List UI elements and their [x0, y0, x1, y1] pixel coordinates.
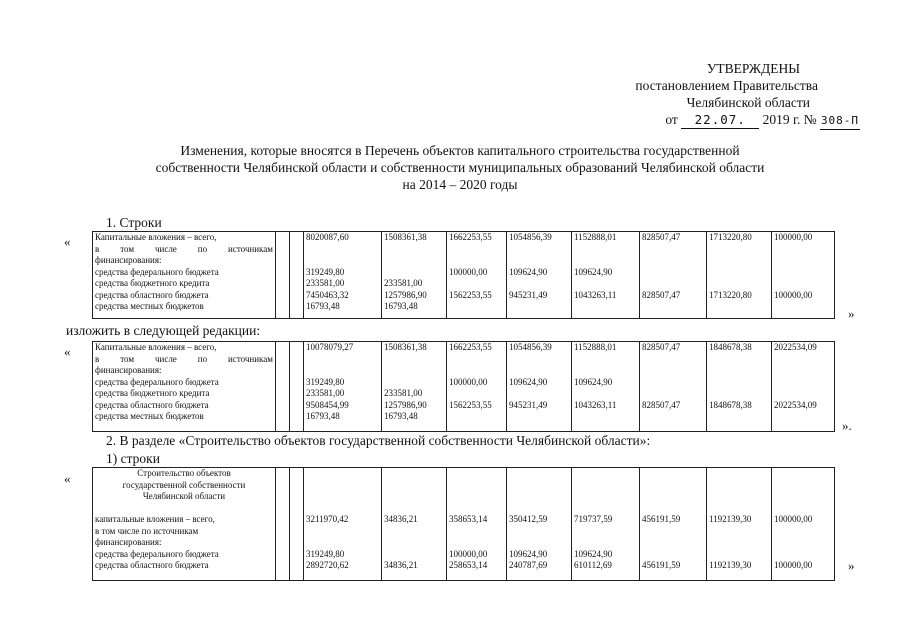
table-cell-value	[449, 537, 504, 549]
table-cell-value	[384, 365, 444, 377]
value-column	[447, 232, 507, 319]
table-cell-value: 319249,80	[306, 548, 345, 559]
approval-date-line	[560, 111, 860, 130]
table-cell-value	[384, 354, 444, 366]
table-cell-value: 358653,14	[449, 514, 488, 524]
table-cell-value: 945231,49	[509, 399, 548, 410]
value-column	[707, 342, 772, 432]
table-cell-value	[574, 468, 637, 480]
label-financing: финансирования:	[95, 365, 162, 375]
table-cell-value: 828507,47	[642, 232, 681, 242]
value-column	[640, 232, 707, 319]
table-cell-value	[449, 255, 504, 267]
table-cell-value	[509, 244, 569, 256]
empty-cell	[290, 342, 304, 432]
table-cell-value	[709, 503, 769, 515]
title-line-1: Изменения, которые вносятся в Перечень объектов капитального строительства государственной	[180, 143, 740, 158]
table-cell-value	[449, 365, 504, 377]
table-cell-value: 1662253,55	[449, 232, 492, 242]
section-2-sub: 1) строки	[106, 451, 160, 466]
table-cell-value	[774, 549, 832, 561]
value-column	[572, 342, 640, 432]
table-cell-value	[642, 491, 704, 503]
table-cell-value: 2022534,09	[774, 342, 817, 352]
open-quote-3: «	[64, 471, 71, 486]
table-cell-value: 233581,00	[306, 278, 345, 288]
table-cell-value: 1043263,11	[574, 289, 617, 300]
table-cell-value: 1562253,55	[449, 289, 492, 300]
table-cell-value	[642, 377, 704, 389]
table-cell-value	[384, 377, 444, 389]
table-cell-value	[774, 503, 832, 515]
label-including: в том числе по источникам	[95, 353, 273, 364]
label-regional: средства областного бюджета	[95, 289, 209, 300]
table-2	[92, 467, 835, 581]
table-cell-value	[384, 244, 444, 256]
table-cell-value: 34836,21	[384, 560, 418, 570]
table-cell-value: 16793,48	[384, 411, 418, 421]
table-cell-value: 945231,49	[509, 289, 548, 300]
table-cell-value	[774, 537, 832, 549]
table-cell-value	[642, 255, 704, 267]
table-cell-value	[709, 354, 769, 366]
table-cell-value	[642, 278, 704, 290]
table-cell-value	[574, 278, 637, 290]
table-cell-value	[306, 255, 379, 267]
table-cell-value: 1152888,01	[574, 342, 617, 352]
table-cell-value	[574, 255, 637, 267]
label-credit: средства бюджетного кредита	[95, 278, 210, 288]
table-cell-value	[709, 278, 769, 290]
table-cell-value: 456191,59	[642, 514, 681, 524]
value-column	[707, 468, 772, 581]
table-cell-value	[642, 388, 704, 400]
table-cell-value	[384, 526, 444, 538]
table-cell-value	[774, 365, 832, 377]
table-cell-value: 1848678,38	[709, 399, 752, 410]
empty-cell	[276, 232, 290, 319]
table-cell-value	[709, 491, 769, 503]
table-cell-value	[574, 491, 637, 503]
table-cell-value: 1257986,90	[384, 399, 427, 410]
table-cell-value	[509, 255, 569, 267]
header-line-3: Челябинской области	[142, 491, 226, 501]
table-cell-value: 100000,00	[449, 266, 488, 277]
approval-date-suffix: 2019 г. №	[762, 112, 817, 127]
table-cell-value	[384, 255, 444, 267]
table-cell-value	[509, 537, 569, 549]
table-cell-value: 828507,47	[642, 399, 681, 410]
label-total: Капитальные вложения – всего,	[95, 342, 217, 352]
table-cell-value	[449, 503, 504, 515]
table-cell-value	[709, 255, 769, 267]
table-cell-value	[774, 377, 832, 389]
approval-resolution: постановлением Правительства	[635, 78, 818, 93]
table-cell-value	[449, 468, 504, 480]
section-2-heading: 2. В разделе «Строительство объектов государственной собственности Челябинской области»:	[106, 433, 651, 448]
title-line-3: на 2014 – 2020 годы	[402, 177, 518, 192]
approval-block	[560, 60, 860, 130]
table-1-new	[92, 341, 835, 432]
value-column	[382, 342, 447, 432]
value-column	[707, 232, 772, 319]
table-cell-value	[774, 278, 832, 290]
value-column	[507, 468, 572, 581]
table-cell-value: 350412,59	[509, 514, 548, 524]
table-cell-value: 233581,00	[384, 388, 423, 398]
table-cell-value	[306, 354, 379, 366]
table-cell-value	[509, 480, 569, 492]
empty-cell	[290, 468, 304, 581]
table-cell-value	[774, 388, 832, 400]
table-cell-value: 319249,80	[306, 376, 345, 387]
table-cell-value: 100000,00	[449, 376, 488, 387]
table-cell-value	[509, 526, 569, 538]
table-cell-value: 16793,48	[306, 411, 340, 421]
table-cell-value	[574, 537, 637, 549]
table-cell-value	[642, 549, 704, 561]
table-cell-value	[574, 480, 637, 492]
section-1-heading: 1. Строки	[106, 215, 162, 230]
table-cell-value	[574, 244, 637, 256]
table-cell-value: 1257986,90	[384, 289, 427, 300]
value-column	[572, 232, 640, 319]
table-cell-value	[774, 468, 832, 480]
table-cell-value	[709, 267, 769, 279]
approval-region: Челябинской области	[686, 95, 810, 110]
table-cell-value	[384, 480, 444, 492]
table-cell-value	[509, 278, 569, 290]
table-cell-value	[509, 388, 569, 400]
value-column	[640, 468, 707, 581]
table-cell-value	[384, 468, 444, 480]
table-cell-value	[306, 537, 379, 549]
header-line-2: государственной собственности	[122, 479, 246, 490]
label-federal: средства федерального бюджета	[95, 376, 219, 387]
value-column	[382, 232, 447, 319]
table-cell-value: 109624,90	[574, 376, 613, 387]
label-regional: средства областного бюджета	[95, 399, 209, 410]
table-cell-value: 258653,14	[449, 560, 488, 570]
table-cell-value: 16793,48	[384, 301, 418, 311]
table-cell-value	[774, 526, 832, 538]
table-cell-value	[642, 354, 704, 366]
table-cell-value: 240787,69	[509, 560, 548, 570]
table-cell-value: 1562253,55	[449, 399, 492, 410]
table-cell-value	[306, 491, 379, 503]
label-total: капитальные вложения – всего,	[95, 514, 215, 524]
table-cell-value: 7450463,32	[306, 289, 349, 300]
table-cell-value: 9508454,99	[306, 399, 349, 410]
table-cell-value: 100000,00	[774, 289, 813, 300]
table-cell-value: 34836,21	[384, 514, 418, 524]
table-cell-value	[449, 480, 504, 492]
table-cell-value	[509, 491, 569, 503]
value-column	[447, 342, 507, 432]
approval-date-value: 22.07.	[681, 111, 759, 129]
table-cell-value: 1713220,80	[709, 232, 752, 242]
table-cell-value	[449, 491, 504, 503]
table-cell-value	[574, 354, 637, 366]
table-cell-value: 2892720,62	[306, 560, 349, 570]
label-financing: финансирования:	[95, 537, 162, 547]
table-cell-value	[709, 244, 769, 256]
table-cell-value	[709, 365, 769, 377]
table-cell-value: 100000,00	[774, 514, 813, 524]
label-total: Капитальные вложения – всего,	[95, 232, 217, 242]
table-cell-value	[509, 468, 569, 480]
table-1-original	[92, 231, 835, 319]
header-line-1: Строительство объектов	[137, 468, 231, 478]
table-cell-value: 100000,00	[449, 548, 488, 559]
table-cell-value: 1054856,39	[509, 342, 552, 352]
table-cell-value	[709, 549, 769, 561]
table-cell-value: 1713220,80	[709, 289, 752, 300]
table-cell-value: 828507,47	[642, 342, 681, 352]
section-1-new-heading: изложить в следующей редакции:	[66, 323, 261, 338]
table-cell-value: 109624,90	[509, 548, 548, 559]
table-cell-value: 10078079,27	[306, 342, 354, 352]
empty-cell	[276, 342, 290, 432]
table-cell-value	[709, 468, 769, 480]
table-cell-value	[306, 503, 379, 515]
approval-date-prefix: от	[665, 112, 678, 127]
label-federal: средства федерального бюджета	[95, 266, 219, 277]
table-cell-value	[384, 503, 444, 515]
table-cell-value	[384, 267, 444, 279]
value-column	[304, 468, 382, 581]
row-labels	[93, 232, 276, 319]
table-cell-value: 610112,69	[574, 560, 612, 570]
value-column	[382, 468, 447, 581]
value-column	[304, 342, 382, 432]
label-credit: средства бюджетного кредита	[95, 388, 210, 398]
table-cell-value: 8020087,60	[306, 232, 349, 242]
value-column	[772, 342, 835, 432]
close-quote-1: »	[848, 306, 855, 321]
table-cell-value: 109624,90	[574, 266, 613, 277]
table-cell-value	[709, 377, 769, 389]
table-cell-value	[509, 365, 569, 377]
label-including: в том числе по источникам	[95, 525, 199, 536]
table-cell-value: 16793,48	[306, 301, 340, 311]
value-column	[447, 468, 507, 581]
table-cell-value	[642, 365, 704, 377]
row-labels	[93, 468, 276, 581]
table-cell-value	[642, 468, 704, 480]
table-cell-value	[642, 267, 704, 279]
table-cell-value	[306, 480, 379, 492]
table-cell-value: 1508361,38	[384, 342, 427, 352]
table-cell-value	[709, 537, 769, 549]
table-cell-value	[774, 255, 832, 267]
table-cell-value: 1192139,30	[709, 514, 752, 524]
table-cell-value	[774, 267, 832, 279]
table-cell-value: 719737,59	[574, 514, 613, 524]
table-cell-value	[642, 537, 704, 549]
table-cell-value	[509, 503, 569, 515]
document-title	[80, 142, 840, 193]
table-cell-value	[384, 537, 444, 549]
table-cell-value: 828507,47	[642, 289, 681, 300]
table-cell-value	[449, 526, 504, 538]
table-cell-value	[642, 244, 704, 256]
table-cell-value	[306, 365, 379, 377]
table-cell-value: 233581,00	[384, 278, 423, 288]
table-cell-value	[449, 278, 504, 290]
table-cell-value: 1192139,30	[709, 560, 752, 570]
table-cell-value: 100000,00	[774, 232, 813, 242]
table-cell-value: 1662253,55	[449, 342, 492, 352]
table-cell-value	[709, 526, 769, 538]
value-column	[640, 342, 707, 432]
close-quote-2: ».	[842, 418, 852, 433]
value-column	[772, 468, 835, 581]
table-cell-value: 100000,00	[774, 560, 813, 570]
table-cell-value: 109624,90	[574, 548, 613, 559]
table-cell-value	[642, 503, 704, 515]
value-column	[507, 232, 572, 319]
label-federal: средства федерального бюджета	[95, 548, 219, 559]
table-cell-value: 2022534,09	[774, 399, 817, 410]
table-cell-value: 1043263,11	[574, 399, 617, 410]
table-cell-value: 1508361,38	[384, 232, 427, 242]
table-cell-value	[306, 526, 379, 538]
table-cell-value: 456191,59	[642, 560, 681, 570]
close-quote-3: »	[848, 558, 855, 573]
approval-title: УТВЕРЖДЕНЫ	[706, 61, 800, 76]
table-cell-value: 1054856,39	[509, 232, 552, 242]
empty-cell	[276, 468, 290, 581]
table-cell-value	[574, 503, 637, 515]
approval-number-value: 308-П	[820, 112, 860, 130]
table-cell-value: 3211970,42	[306, 514, 349, 524]
table-cell-value	[642, 526, 704, 538]
table-cell-value	[774, 354, 832, 366]
table-cell-value	[574, 365, 637, 377]
table-cell-value: 233581,00	[306, 388, 345, 398]
value-column	[772, 232, 835, 319]
table-cell-value	[306, 468, 379, 480]
table-cell-value: 319249,80	[306, 266, 345, 277]
table-cell-value	[709, 480, 769, 492]
table-cell-value: 109624,90	[509, 376, 548, 387]
table-cell-value	[574, 388, 637, 400]
label-local: средства местных бюджетов	[95, 411, 204, 421]
value-column	[507, 342, 572, 432]
table-cell-value	[774, 491, 832, 503]
value-column	[304, 232, 382, 319]
value-column	[572, 468, 640, 581]
open-quote-2: «	[64, 344, 71, 359]
table-cell-value: 109624,90	[509, 266, 548, 277]
open-quote-1: «	[64, 234, 71, 249]
table-cell-value: 1848678,38	[709, 342, 752, 352]
label-including: в том числе по источникам	[95, 243, 273, 254]
table-cell-value	[574, 526, 637, 538]
table-cell-value	[384, 491, 444, 503]
title-line-2: собственности Челябинской области и собственности муниципальных образований Челябинской области	[155, 160, 765, 175]
table-cell-value	[306, 244, 379, 256]
table-cell-value	[774, 244, 832, 256]
table-cell-value	[449, 244, 504, 256]
label-financing: финансирования:	[95, 255, 162, 265]
empty-cell	[290, 232, 304, 319]
label-regional: средства областного бюджета	[95, 560, 209, 570]
table-cell-value	[449, 388, 504, 400]
table-cell-value	[449, 354, 504, 366]
table-cell-value: 1152888,01	[574, 232, 617, 242]
table-cell-value	[709, 388, 769, 400]
table-cell-value	[509, 354, 569, 366]
table-cell-value	[384, 549, 444, 561]
row-labels	[93, 342, 276, 432]
table-cell-value	[642, 480, 704, 492]
label-local: средства местных бюджетов	[95, 301, 204, 311]
table-cell-value	[774, 480, 832, 492]
